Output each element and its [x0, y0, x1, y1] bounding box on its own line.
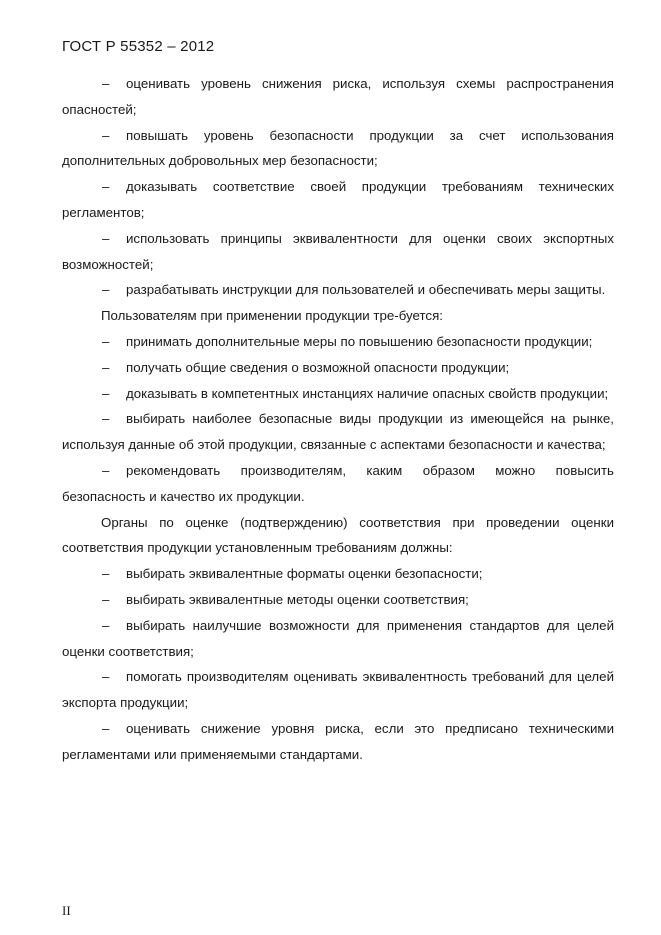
list-item-text: выбирать наиболее безопасные виды продукции из имеющейся на рынке, используя данные об этой продукции, связанные с аспектами безопасности и качества;: [62, 411, 614, 453]
list-item-text: рекомендовать производителям, каким образом можно повысить безопасность и качество их продукции.: [62, 462, 614, 504]
list-item-text: выбирать наилучшие возможности для применения стандартов для целей оценки соответствия;: [62, 617, 614, 659]
list-item-text: выбирать эквивалентные методы оценки соответствия;: [126, 591, 469, 607]
list-dash: –: [102, 462, 110, 478]
list-item: [62, 174, 614, 226]
list-item: [62, 355, 614, 381]
paragraph: Пользователям при применении продукции тре-буется:: [101, 308, 443, 324]
document-header: ГОСТ Р 55352 – 2012: [62, 38, 215, 55]
list-item: [62, 458, 614, 510]
list-dash: –: [102, 179, 110, 195]
list-dash: –: [102, 566, 110, 582]
list-item-text: оценивать снижение уровня риска, если это предписано техническими регламентами или применяемыми стандартами.: [62, 720, 614, 762]
list-dash: –: [102, 359, 110, 375]
list-item: [62, 561, 614, 587]
list-item-text: выбирать эквивалентные форматы оценки безопасности;: [126, 566, 483, 582]
list-item: [62, 716, 614, 768]
page-number: II: [62, 903, 71, 918]
list-dash: –: [102, 591, 110, 607]
list-item: [62, 406, 614, 458]
list-dash: –: [102, 230, 110, 246]
paragraph: Органы по оценке (подтверждению) соответствия при проведении оценки соответствия продукции установленным требованиям должны:: [62, 514, 614, 556]
list-dash: –: [102, 76, 110, 91]
list-dash: –: [102, 669, 110, 685]
list-item-text: разрабатывать инструкции для пользователей и обеспечивать меры защиты.: [126, 282, 606, 298]
list-item-text: доказывать соответствие своей продукции требованиям технических регламентов;: [62, 179, 614, 220]
list-dash: –: [102, 385, 110, 401]
list-item-text: принимать дополнительные меры по повышению безопасности продукции;: [126, 333, 593, 349]
list-dash: –: [102, 617, 110, 633]
list-dash: –: [102, 333, 110, 349]
list-item: [62, 329, 614, 355]
list-item-text: повышать уровень безопасности продукции за счет использования дополнительных добровольных мер безопасности;: [62, 127, 614, 169]
list-item-text: получать общие сведения о возможной опасности продукции;: [126, 359, 510, 375]
list-item-text: оценивать уровень снижения риска, используя схемы распространения опасностей;: [62, 76, 614, 117]
list-item: [62, 587, 614, 613]
list-item: [62, 381, 614, 407]
list-item: [62, 71, 614, 123]
list-item: [62, 226, 614, 278]
document-body: [62, 71, 614, 768]
list-item-text: доказывать в компетентных инстанциях наличие опасных свойств продукции;: [126, 385, 609, 401]
list-dash: –: [102, 411, 110, 427]
list-dash: –: [102, 282, 110, 298]
list-dash: –: [102, 720, 110, 736]
list-item: [62, 664, 614, 716]
list-item-text: помогать производителям оценивать эквивалентность требований для целей экспорта продукции;: [62, 669, 614, 711]
list-item: [62, 123, 614, 175]
list-item: [62, 277, 614, 303]
list-dash: –: [102, 127, 110, 143]
list-item-text: использовать принципы эквивалентности для оценки своих экспортных возможностей;: [62, 230, 614, 272]
list-item: [62, 613, 614, 665]
